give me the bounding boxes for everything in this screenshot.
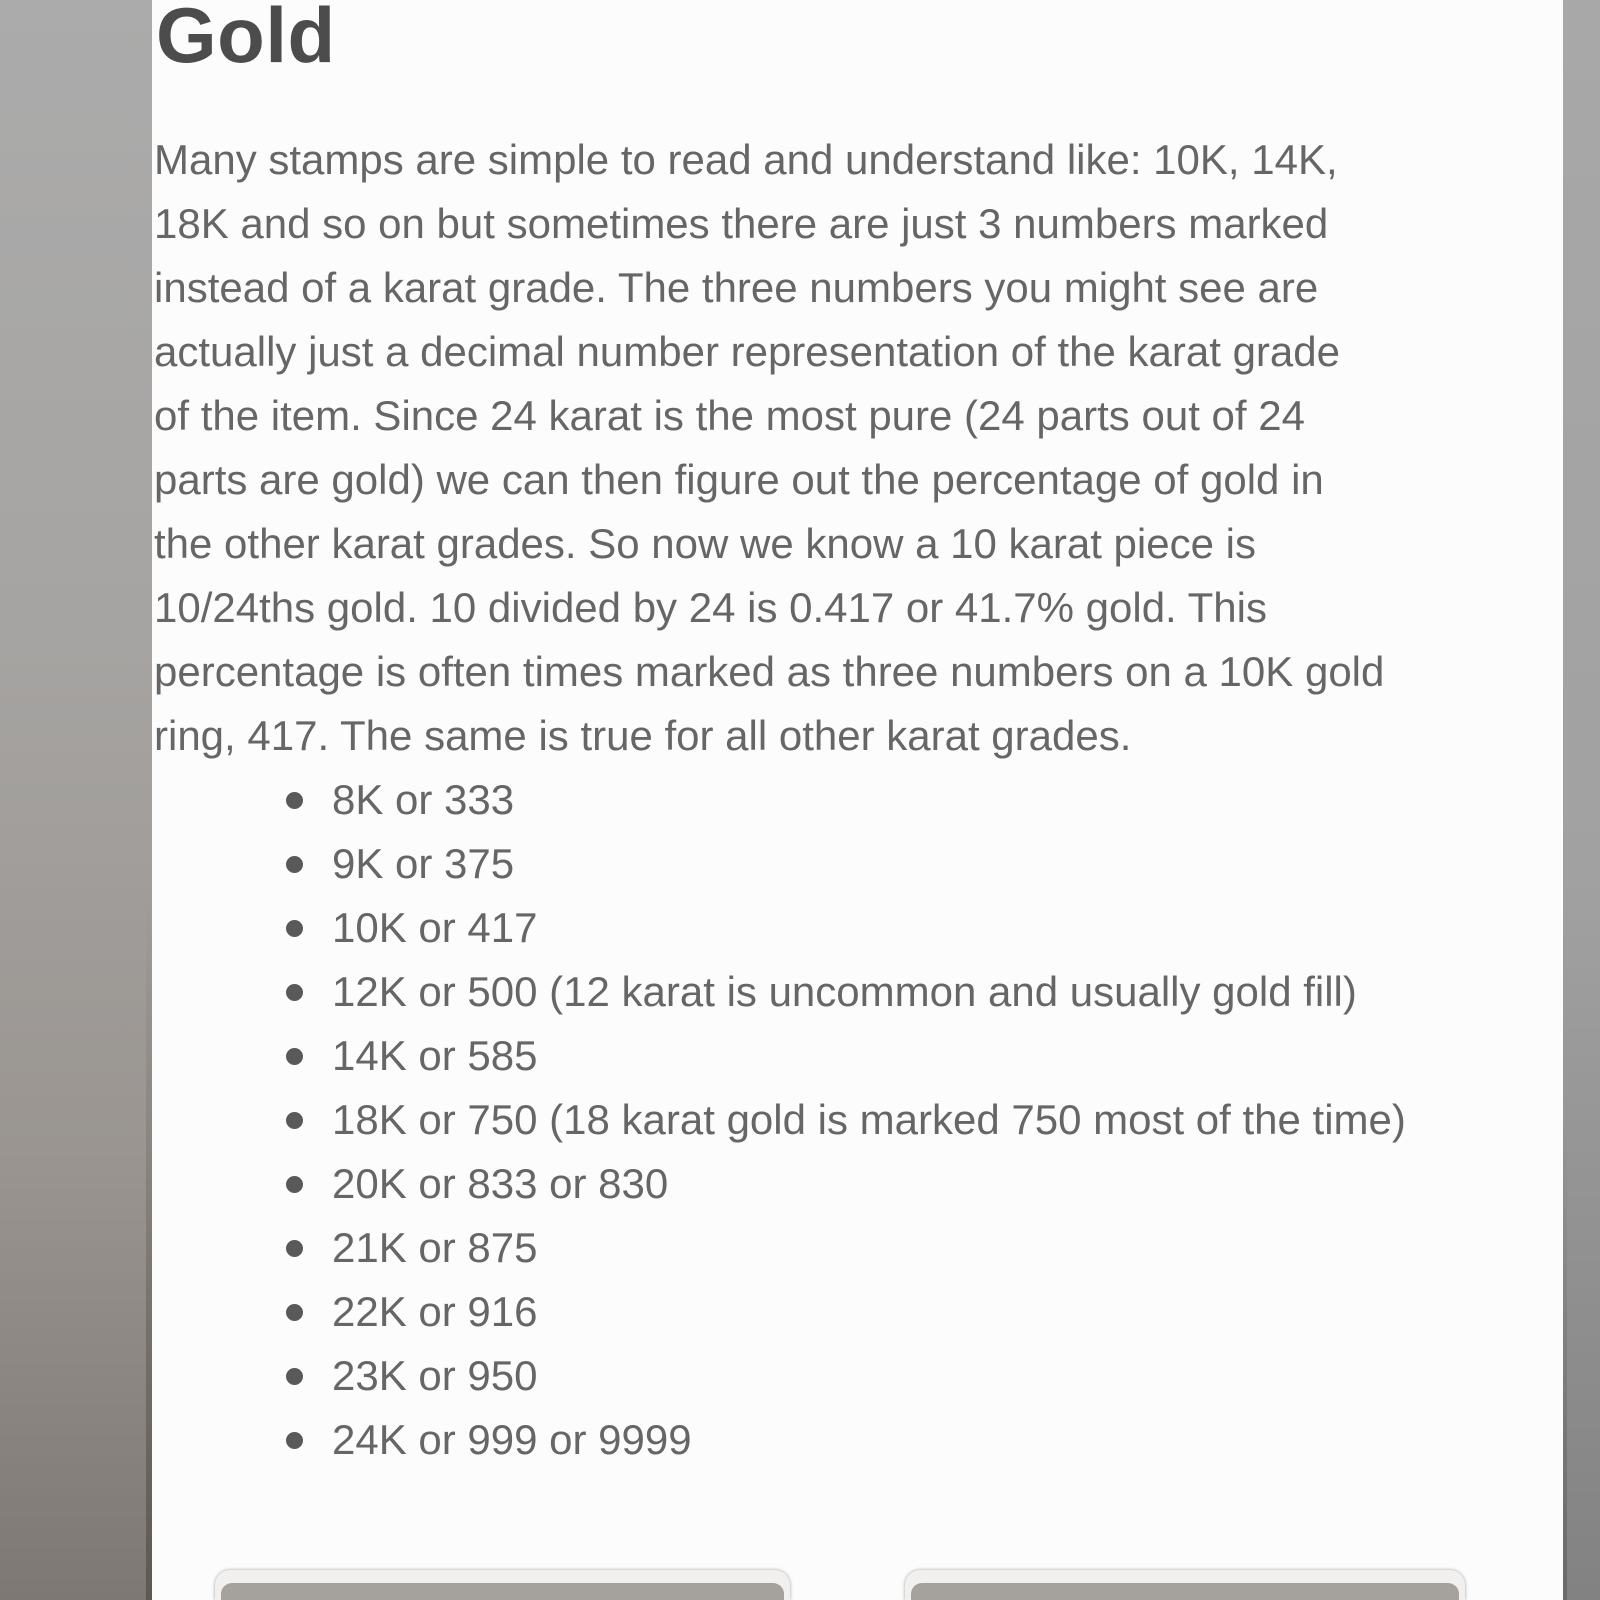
- paragraph-line: 10/24ths gold. 10 divided by 24 is 0.417 or 41.7% gold. This: [154, 584, 1267, 631]
- bottom-button-left[interactable]: [215, 1570, 790, 1600]
- page-title: Gold: [156, 0, 336, 79]
- left-photo-margin: [0, 0, 152, 1600]
- paragraph-line: ring, 417. The same is true for all other karat grades.: [154, 712, 1132, 759]
- paragraph-line: parts are gold) we can then figure out the percentage of gold in: [154, 456, 1324, 503]
- intro-paragraph: [152, 128, 1563, 768]
- paragraph-line: actually just a decimal number representation of the karat grade: [154, 328, 1340, 375]
- paragraph-line: of the item. Since 24 karat is the most pure (24 parts out of 24: [154, 392, 1305, 439]
- karat-list-item: 8K or 333: [152, 768, 1470, 832]
- article: [152, 0, 1563, 1600]
- paragraph-line: percentage is often times marked as three numbers on a 10K gold: [154, 648, 1385, 695]
- karat-list-item: 22K or 916: [152, 1280, 1470, 1344]
- paragraph-line: 18K and so on but sometimes there are just 3 numbers marked: [154, 200, 1329, 247]
- bottom-button-right[interactable]: [905, 1570, 1465, 1600]
- bottom-button-right-face[interactable]: [911, 1583, 1459, 1600]
- karat-list-item: 24K or 999 or 9999: [152, 1408, 1470, 1472]
- karat-list-item: 9K or 375: [152, 832, 1470, 896]
- karat-list-item: 12K or 500 (12 karat is uncommon and usually gold fill): [152, 960, 1470, 1024]
- karat-list-item: 23K or 950: [152, 1344, 1470, 1408]
- karat-list-item: 10K or 417: [152, 896, 1470, 960]
- paragraph-line: instead of a karat grade. The three numbers you might see are: [154, 264, 1319, 311]
- karat-list-item: 18K or 750 (18 karat gold is marked 750 most of the time): [152, 1088, 1470, 1152]
- paragraph-line: Many stamps are simple to read and understand like: 10K, 14K,: [154, 136, 1338, 183]
- karat-grade-list: [152, 768, 1470, 1472]
- right-photo-margin: [1563, 0, 1600, 1600]
- karat-list-item: 14K or 585: [152, 1024, 1470, 1088]
- bottom-button-left-face[interactable]: [221, 1583, 784, 1600]
- karat-list-item: 21K or 875: [152, 1216, 1470, 1280]
- karat-list-item: 20K or 833 or 830: [152, 1152, 1470, 1216]
- paragraph-line: the other karat grades. So now we know a 10 karat piece is: [154, 520, 1256, 567]
